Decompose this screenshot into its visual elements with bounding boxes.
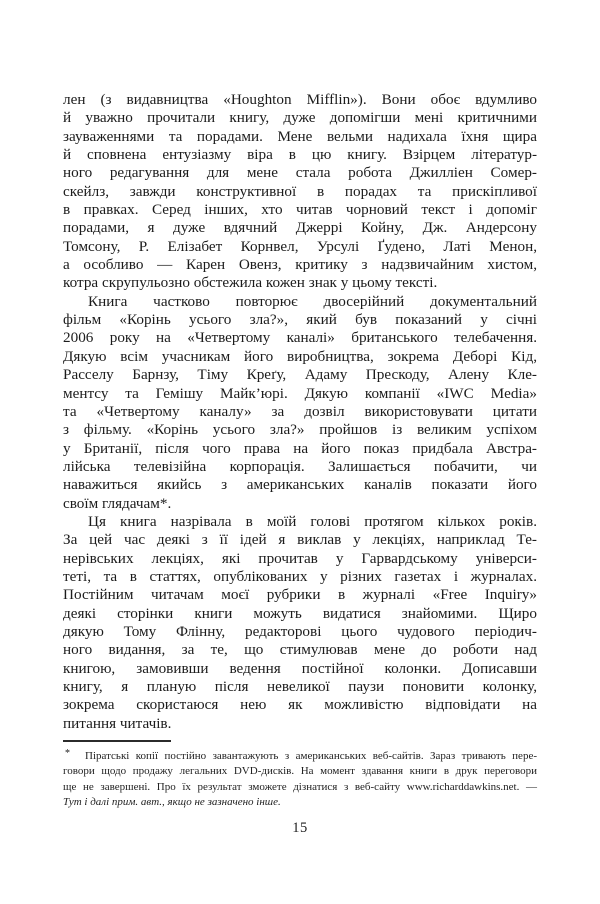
text-line: а особливо — Карен Овенз, критику з надзвичайним хистом, — [63, 256, 537, 274]
text-line: книгою, замовивши ведення постійної колонки. Дописавши — [63, 659, 537, 677]
text-line: Дякую всім учасникам його виробництва, зокрема Деборі Кід, — [63, 347, 537, 365]
footnote — [63, 749, 537, 811]
text-line: дякую Тому Флінну, редакторові цього чудового періодич- — [63, 622, 537, 640]
paragraph — [63, 513, 537, 733]
text-line: лен (з видавництва «Houghton Mifflin»). Вони обоє вдумливо — [63, 91, 537, 108]
text-line: ментсу та Гемішу Майк’юрі. Дякую компанії «IWC Media» — [63, 384, 537, 402]
paragraph — [63, 293, 537, 513]
text-line: зауваженнями та порадами. Мене вельми надихала їхня щира — [63, 127, 537, 145]
text-line: теті, та в статтях, опублікованих у різних газетах і журналах. — [63, 567, 537, 585]
text-line: фільм «Корінь усього зла?», який був показаний у січні — [63, 311, 537, 329]
text-line: 2006 року на «Четвертому каналі» британського телебачення. — [63, 329, 537, 347]
footnote-marker: * — [65, 748, 70, 759]
footnote-line: ще не завершені. Про їх результат зможете дізнатися з веб-сайту www.richarddawkins.net. — — [63, 780, 537, 793]
text-line: Постійним читачам моєї рубрики в журналі «Free Inquiry» — [63, 586, 537, 604]
text-line: й сповнена ентузіазму віра в цю книгу. Взірцем літератур- — [63, 146, 537, 164]
text-line: у Британії, після чого права на його показ придбала Австра- — [63, 439, 537, 457]
footnote-line: говори щодо продажу легальних DVD-дисків. На момент здавання книги в друк переговори — [63, 765, 537, 778]
text-line: скейлз, завжди конструктивної в порадах та прискіпливої — [63, 182, 537, 200]
text-line: котра скрупульозно обстежила кожен знак у цьому тексті. — [63, 274, 438, 292]
text-line: зокрема скористаюся нею як можливістю відповідати на — [63, 696, 537, 714]
text-line: Томсону, Р. Елізабет Корнвел, Урсулі Ґудено, Латі Менон, — [63, 237, 537, 255]
page-number: 15 — [292, 820, 308, 836]
paragraph — [63, 91, 537, 293]
footnote-line: Тут і далі прим. авт., якщо не зазначено інше. — [63, 796, 281, 809]
text-line: та «Четвертому каналу» за дозвіл використовувати цитати — [63, 402, 537, 420]
text-line: в правках. Серед інших, хто читав чорновий текст і допоміг — [63, 201, 537, 219]
text-line: книгу, я планую після невеликої паузи поновити колонку, — [63, 678, 537, 695]
text-line: деякі сторінки книги можуть видатися знайомими. Щиро — [63, 604, 537, 622]
footnote-separator — [63, 740, 171, 742]
text-line: За цей час деякі з її ідей я виклав у лекціях, наприклад Те- — [63, 531, 537, 549]
text-line: лійська телевізійна корпорація. Залишається побачити, чи — [63, 457, 537, 475]
text-line: з фільму. «Корінь усього зла?» пройшов із великим успіхом — [63, 421, 537, 439]
footnote-line: Піратські копії постійно завантажують з американських веб-сайтів. Зараз тривають пере- — [85, 750, 537, 762]
text-line: й уважно прочитали книгу, дуже допомігши мені критичними — [63, 109, 537, 127]
text-line: Расселу Барнзу, Тіму Креґу, Адаму Прескоду, Алену Кле- — [63, 366, 537, 384]
text-line: ного редагування для мене стала робота Джилліен Сомер- — [63, 164, 537, 182]
text-line: своїм глядачам*. — [63, 494, 172, 512]
text-line: Книга частково повторює двосерійний документальний — [88, 292, 537, 310]
text-line: питання читачів. — [63, 714, 172, 732]
text-line: ного видання, за те, що стимулював мене до роботи над — [63, 641, 537, 659]
text-line: Ця книга назрівала в моїй голові протягом кількох років. — [88, 512, 537, 530]
text-line: порадами, я дуже вдячний Джеррі Койну, Дж. Андерсону — [63, 219, 537, 237]
text-line: нерівських лекціях, які прочитав у Гарвардському універси- — [63, 549, 537, 567]
text-line: наважиться якийсь з американських каналів показати його — [63, 476, 537, 494]
body-text — [63, 91, 537, 733]
